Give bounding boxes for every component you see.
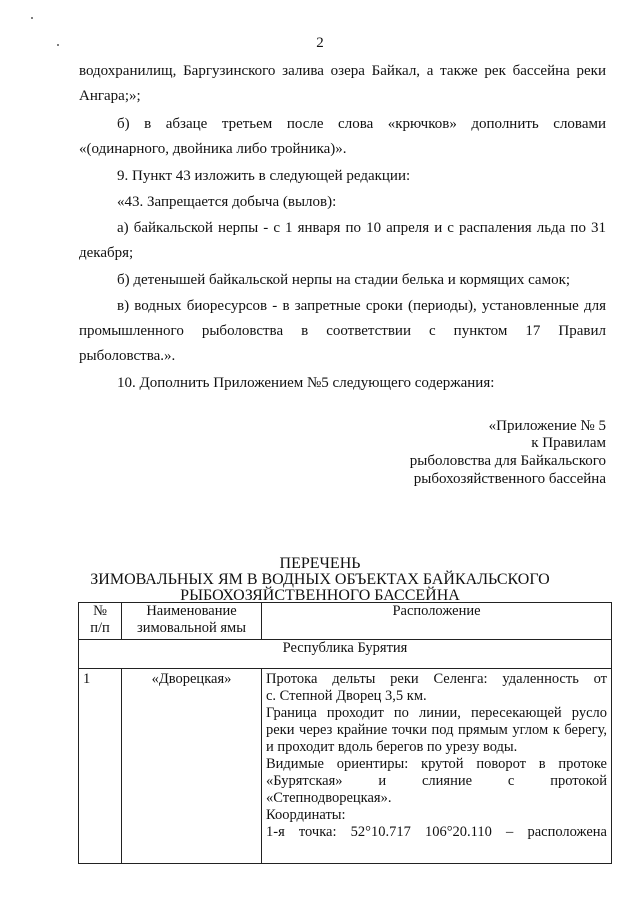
paragraph-line: промышленного рыболовства в соответствии с пунктом 17 Правил	[79, 323, 606, 339]
paragraph-line: водохранилищ, Баргузинского залива озера Байкал, а также рек бассейна реки	[79, 63, 606, 79]
appendix-ref-line: «Приложение № 5	[488, 418, 606, 434]
page-number: 2	[316, 35, 324, 51]
row-location: Протока дельты реки Селенга: удаленность от с. Степной Дворец 3,5 км. Граница проходит по линии, пересекающей русло реки через крайние точки под прямым углом к берегу, и проходит вдоль берегов по урезу воды. Видимые ориентиры: крутой поворот в протоке «Бурятская» и слияние с протокой «Степнодворецкая». Координаты: 1-я точка: 52°10.717 106°20.110 – расположена	[262, 669, 612, 864]
scan-speck	[31, 17, 33, 19]
row-pit-name: «Дворецкая»	[122, 669, 262, 864]
paragraph-line: «(одинарного, двойника либо тройника)».	[79, 141, 347, 157]
appendix-ref-line: к Правилам	[531, 435, 606, 451]
region-name: Республика Бурятия	[79, 640, 612, 669]
paragraph-line: Ангара;»;	[79, 88, 141, 104]
appendix-ref-line: рыболовства для Байкальского	[409, 453, 606, 469]
row-number: 1	[79, 669, 122, 864]
table-row	[79, 669, 612, 864]
paragraph-line: 10. Дополнить Приложением №5 следующего содержания:	[117, 375, 495, 391]
region-row	[79, 640, 612, 669]
wintering-pits-table	[78, 602, 612, 864]
header-number: № п/п	[79, 603, 122, 640]
paragraph-line: в) водных биоресурсов - в запретные сроки (периоды), установленные для	[117, 298, 606, 314]
list-title-line: ЗИМОВАЛЬНЫХ ЯМ В ВОДНЫХ ОБЪЕКТАХ БАЙКАЛЬСКОГО	[90, 571, 550, 588]
paragraph-line: б) детенышей байкальской нерпы на стадии белька и кормящих самок;	[117, 272, 571, 288]
table-header-row	[79, 603, 612, 640]
appendix-ref-line: рыбохозяйственного бассейна	[413, 471, 606, 487]
header-pit-name: Наименование зимовальной ямы	[122, 603, 262, 640]
paragraph-line: б) в абзаце третьем после слова «крючков» дополнить словами	[117, 116, 606, 132]
paragraph-line: «43. Запрещается добыча (вылов):	[117, 194, 337, 210]
list-title-line: РЫБОХОЗЯЙСТВЕННОГО БАССЕЙНА	[180, 587, 460, 604]
header-location: Расположение	[262, 603, 612, 640]
list-title-line: ПЕРЕЧЕНЬ	[279, 555, 361, 572]
paragraph-line: рыболовства.».	[79, 348, 176, 364]
paragraph-line: а) байкальской нерпы - с 1 января по 10 апреля и с распаления льда по 31	[117, 220, 606, 236]
paragraph-line: декабря;	[79, 245, 134, 261]
paragraph-line: 9. Пункт 43 изложить в следующей редакции:	[117, 168, 411, 184]
